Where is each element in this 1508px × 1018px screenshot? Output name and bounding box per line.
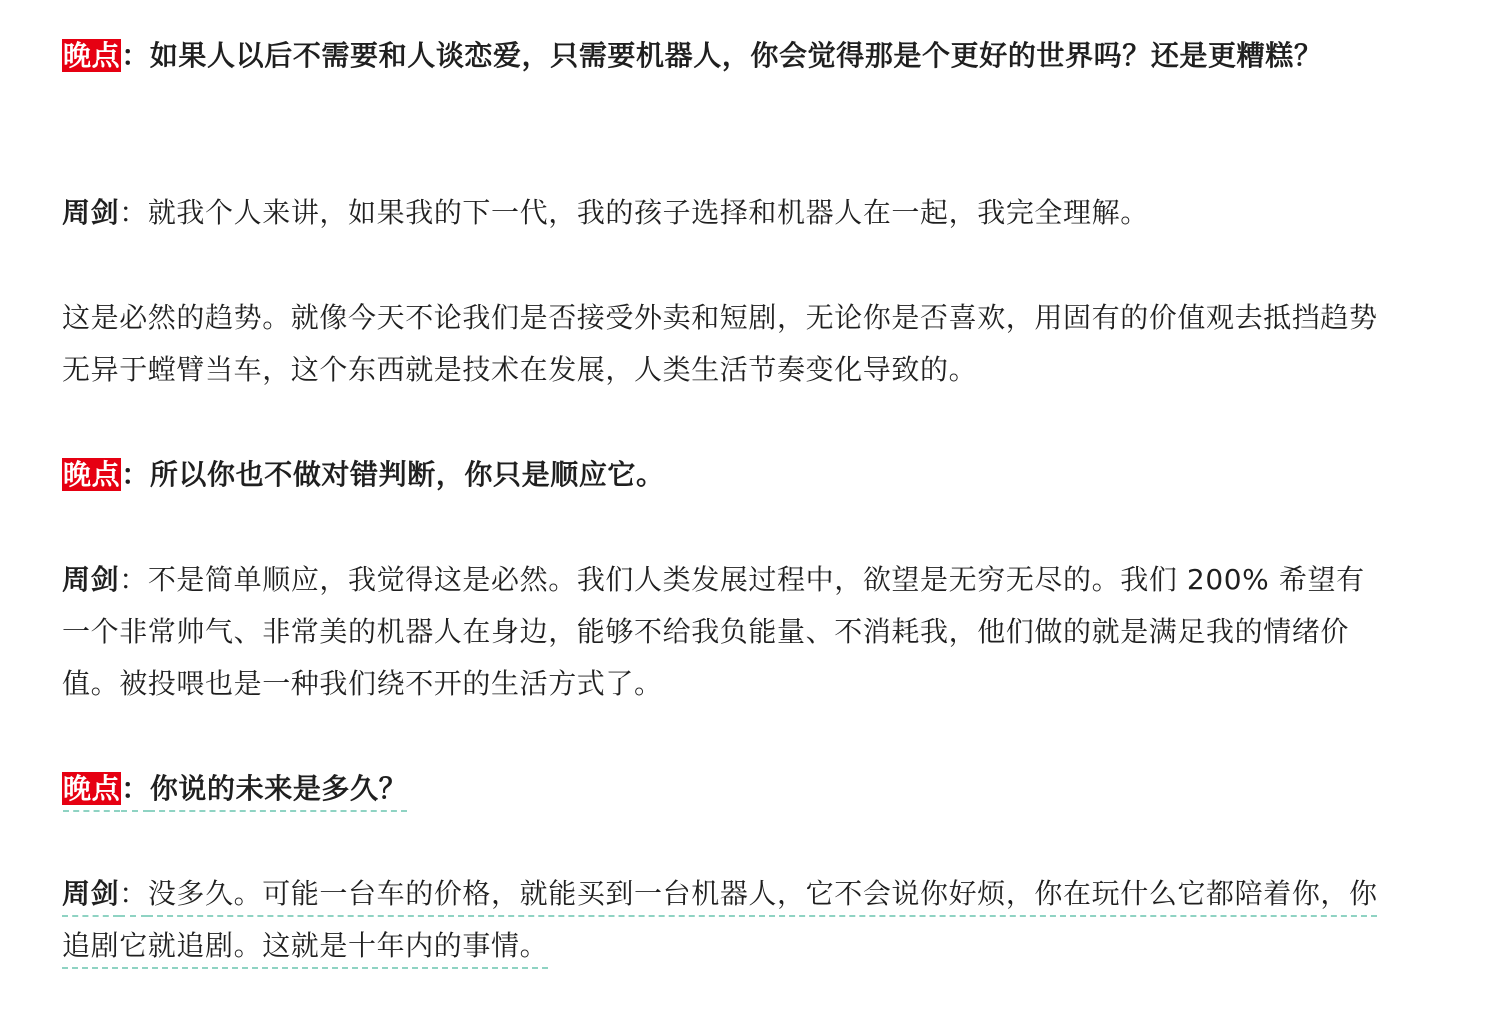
answer-paragraph	[62, 292, 1392, 396]
answer-paragraph	[62, 187, 1392, 239]
speaker-tag-interviewer: 晚点	[63, 39, 121, 72]
speaker-colon: ：	[121, 39, 150, 72]
question-text: 如果人以后不需要和人谈恋爱，只需要机器人，你会觉得那是个更好的世界吗？还是更糟糕？	[149, 39, 1323, 72]
answer-text: 不是简单顺应，我觉得这是必然。我们人类发展过程中，欲望是无穷无尽的。我们 200% 希望有一个非常帅气、非常美的机器人在身边，能够不给我负能量、不消耗我，他们做的就是满足我的情绪价值。被投喂也是一种我们绕不开的生活方式了。	[62, 563, 1365, 700]
question-text: 你说的未来是多久？	[149, 772, 408, 805]
answer-text: 就我个人来讲，如果我的下一代，我的孩子选择和机器人在一起，我完全理解。	[147, 196, 1149, 229]
answer-paragraph	[62, 868, 1392, 972]
dashed-underline-text	[62, 877, 1378, 962]
answer-text: 这是必然的趋势。就像今天不论我们是否接受外卖和短剧，无论你是否喜欢，用固有的价值观去抵挡趋势无异于螳臂当车，这个东西就是技术在发展，人类生活节奏变化导致的。	[62, 301, 1378, 386]
question-paragraph	[62, 30, 1392, 82]
speaker-colon: ：	[119, 877, 148, 910]
answer-text: 没多久。可能一台车的价格，就能买到一台机器人，它不会说你好烦，你在玩什么它都陪着你，你追剧它就追剧。这就是十年内的事情。	[62, 877, 1378, 962]
question-paragraph	[62, 763, 1392, 815]
question-text: 所以你也不做对错判断，你只是顺应它。	[149, 458, 665, 491]
speaker-colon: ：	[119, 196, 148, 229]
speaker-tag-interviewer: 晚点	[63, 772, 121, 805]
speaker-colon: ：	[121, 772, 150, 805]
speaker-colon: ：	[119, 563, 148, 596]
speaker-name-interviewee: 周剑	[62, 877, 120, 910]
question-paragraph	[62, 449, 1392, 501]
speaker-tag-interviewer: 晚点	[63, 458, 121, 491]
speaker-name-interviewee: 周剑	[62, 563, 120, 596]
speaker-name-interviewee: 周剑	[62, 196, 120, 229]
speaker-colon: ：	[121, 458, 150, 491]
answer-paragraph	[62, 554, 1392, 710]
dashed-underline-text	[62, 772, 407, 805]
